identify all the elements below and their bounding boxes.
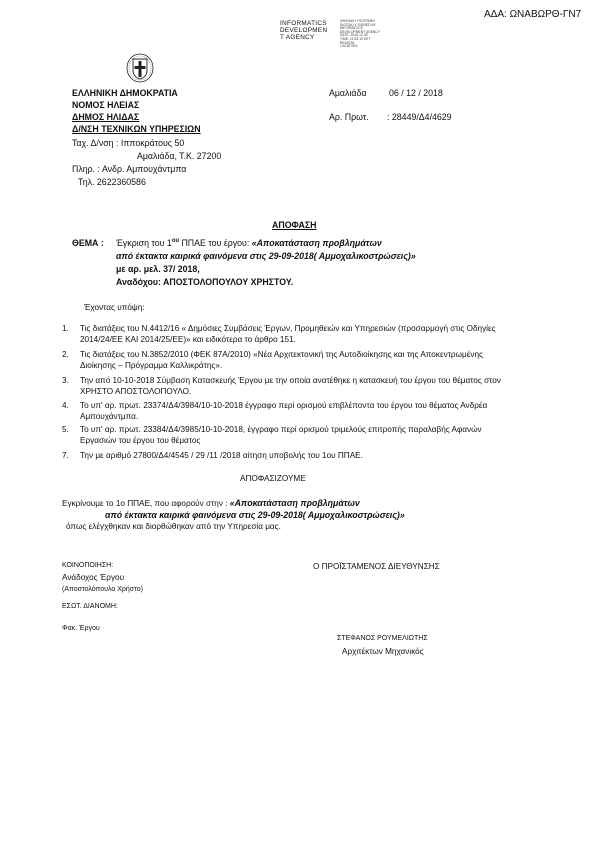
header-city: Αμαλιάδα, Τ.Κ. 27200 [137,151,222,161]
notify-recipient-name: (Αποστολόπουλο Χρήστο) [62,586,143,593]
item-number: 1. [62,324,69,333]
item-number: 7. [62,451,69,460]
decision-heading: ΑΠΟΦΑΣΙΖΟΥΜΕ [240,474,306,483]
item-number: 5. [62,425,69,434]
signer-role: Αρχιτέκτων Μηχανικός [342,647,424,656]
item-text: Την με αριθμό 27800/Δ4/4545 / 29 /11 /2018 αίτηση υποβολής του 1ου ΠΠΑΕ. [80,451,363,460]
item-text: Την από 10-10-2018 Σύμβαση Κατασκευής Έργου με την οποία ανατέθηκε η κατασκευή του έργου του θέματος στον ΧΡΗΣΤΟ ΑΠΟΣΤΟΛΟΠΟΥΛΟ. [80,376,501,396]
item-text: Το υπ' αρ. πρωτ. 23374/Δ4/3984/10-10-2018 έγγραφο περί ορισμού επιβλέποντα του έργου του θέματος Ανδρέα Αμπουχάντμπα. [80,401,488,421]
sig-line: DIGITALLY SIGNED BY [340,22,376,27]
sig-line: INFORMATICS [340,26,363,31]
subject-sup: ου [171,238,179,245]
protocol-label: Αρ. Πρωτ. [329,112,369,122]
item-text: Το υπ' αρ. πρωτ. 23384/Δ4/3985/10-10-2018, έγγραφο περί ορισμού τριμελούς επιτροπής παραλαβής Αφανών Εργασιών του έργου του θέματος [80,425,482,445]
header-country: ΕΛΛΗΝΙΚΗ ΔΗΜΟΚΡΑΤΙΑ [72,88,178,98]
list-item [62,424,522,448]
subject-mid: ΠΠΑΕ του έργου: [181,238,252,248]
sig-line: REASON: [340,40,356,45]
document-title: ΑΠΟΦΑΣΗ [272,220,317,230]
sig-line: DEVELOPMENT AGENCY [340,29,381,34]
considering-label: Έχοντας υπόψη: [84,303,145,312]
list-item [62,400,522,424]
header-phone: Τηλ. 2622360586 [78,177,146,187]
header-address: Ταχ. Δ/νση : Ιπποκράτους 50 [72,138,185,148]
coat-of-arms-icon [126,53,154,88]
internal-distribution-label: ΕΣΩΤ. ΔΙΑΝΟΜΗ: [62,603,118,610]
subject-line1 [116,238,382,248]
list-item [62,375,522,399]
subject-line2: από έκτακτα καιρικά φαινόμενα στις 29-09-2018( Αμμοχαλικοστρώσεις)» [116,251,416,261]
approve-bold1: «Αποκατάσταση προβλημάτων [229,498,360,508]
header-department: Δ/ΝΣΗ ΤΕΧΝΙΚΩΝ ΥΠΗΡΕΣΙΩΝ [72,124,201,134]
approve-line3: όπως ελέγχθηκαν και διορθώθηκαν από την Υπηρεσία μας. [66,522,281,531]
sig-line: DATE: 2018.12.06 [340,33,368,38]
item-number: 4. [62,401,69,410]
header-prefecture: ΝΟΜΟΣ ΗΛΕΙΑΣ [72,100,140,110]
approve-line1 [62,498,360,508]
notify-label: ΚΟΙΝΟΠΟΙΗΣΗ: [62,562,114,569]
approve-pre: Εγκρίνουμε το 1ο ΠΠΑΕ, που αφορούν στην : [62,499,230,508]
place-label: Αμαλιάδα [329,88,367,98]
subject-label: ΘΕΜΑ : [72,238,104,248]
subject-pre: Έγκριση του 1 [116,238,172,248]
head-title: Ο ΠΡΟΪΣΤΑΜΕΝΟΣ ΔΙΕΥΘΥΝΣΗΣ [313,562,440,571]
sig-line: LOCATION: [340,44,358,49]
ada-code: ΑΔΑ: ΩΝΑΒΩΡΘ-ΓΝ7 [484,9,582,20]
protocol-number: : 28449/Δ4/4629 [387,112,452,122]
logo-line: INFORMATICS [280,20,327,27]
logo-line: T AGENCY [280,34,315,41]
notify-recipient: Ανάδοχος Έργου [62,573,125,582]
item-text: Τις διατάξεις του Ν.4412/16 « Δημόσιες Συμβάσεις Έργων, Προμηθειών και Υπηρεσιών (προσαρμογή στις Οδηγίες 2014/24/ΕΕ ΚΑΙ 2014/25/ΕΕ)» και ειδικότερα το άρθρο 151. [80,324,496,344]
list-item [62,349,522,373]
approve-line2: από έκτακτα καιρικά φαινόμενα στις 29-09-2018( Αμμοχαλικοστρώσεις)» [105,510,405,520]
file-label: Φακ. Έργου [62,625,100,632]
sig-line: ΨΗΦΙΑΚΗ ΥΠΟΓΡΑΦΗ [340,19,375,23]
item-text: Τις διατάξεις του Ν.3852/2010 (ΦΕΚ 87Α/2010) «Νέα Αρχιτεκτονική της Αυτοδιοίκησης και της Αποκεντρωμένης Διοίκησης – Πρόγραμμα Καλλικράτης». [80,350,483,370]
subject-line3: με αρ. μελ. 37/ 2018, [116,264,200,274]
list-item [62,323,522,347]
subject-bold: «Αποκατάσταση προβλημάτων [251,238,382,248]
logo-line: DEVELOPMEN [280,27,328,34]
signature-logo [280,20,327,41]
header-municipality: ΔΗΜΟΣ ΗΛΙΔΑΣ [72,112,140,122]
date-value: 06 / 12 / 2018 [389,88,443,98]
item-number: 2. [62,350,69,359]
item-number: 3. [62,376,69,385]
sig-line: TIME: 11:53:10 EET [340,36,371,41]
subject-line4: Αναδόχου: ΑΠΟΣΤΟΛΟΠΟΥΛΟΥ ΧΡΗΣΤΟΥ. [116,277,294,287]
list-item [62,450,522,462]
signer-name: ΣΤΕΦΑΝΟΣ ΡΟΥΜΕΛΙΩΤΗΣ [337,635,428,642]
header-info: Πληρ. : Ανδρ. Αμπουχάντμπα [72,164,187,174]
digital-signature-details [340,20,380,49]
